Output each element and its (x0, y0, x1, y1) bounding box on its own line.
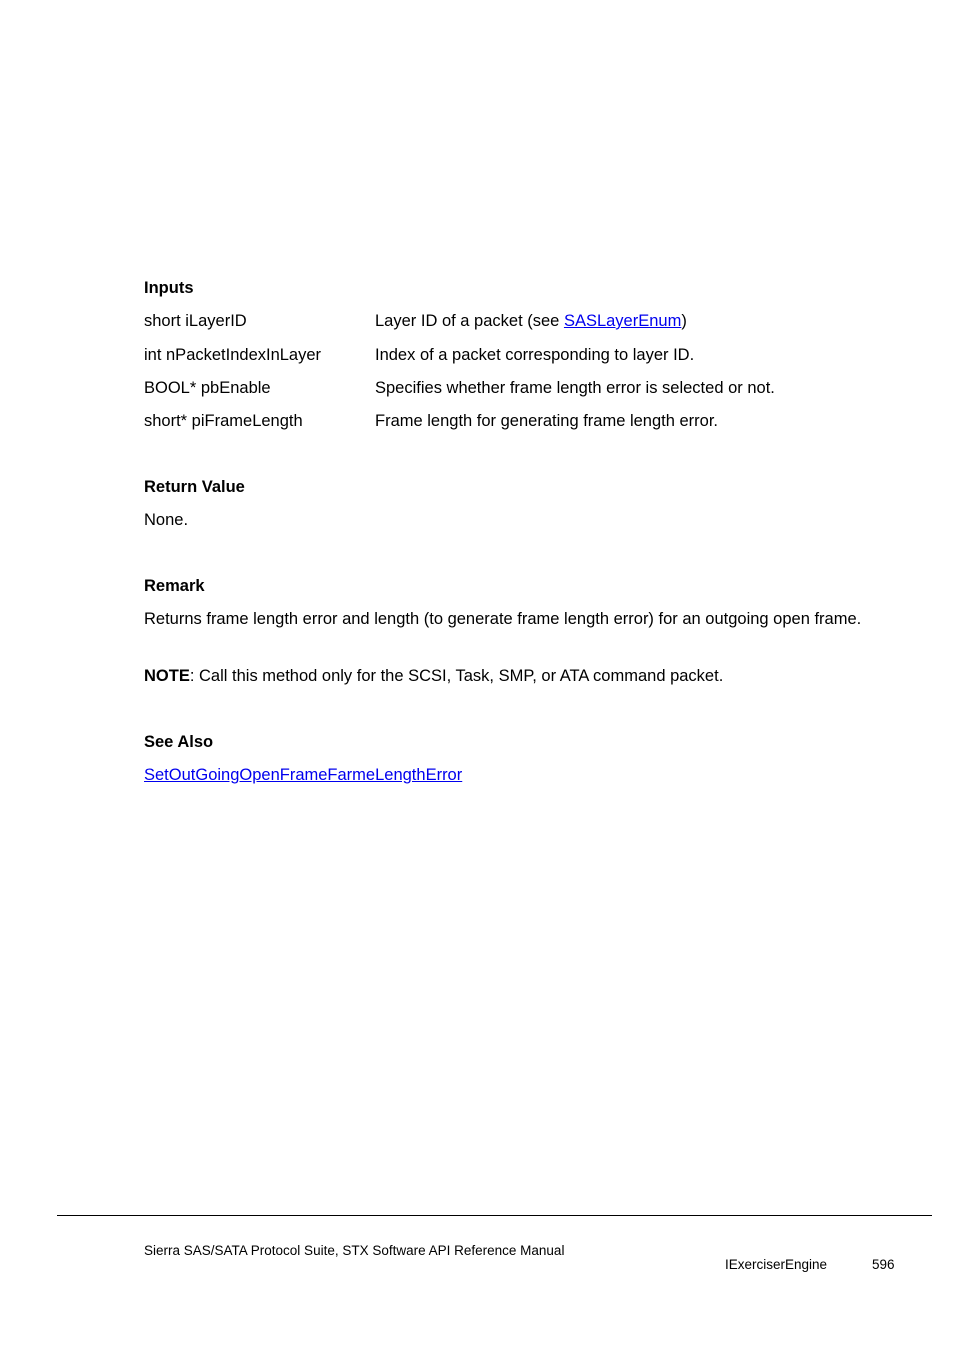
param-description: Specifies whether frame length error is selected or not. (375, 379, 775, 397)
note-label: NOTE (144, 667, 190, 685)
param-description (375, 312, 687, 331)
param-name: short iLayerID (144, 312, 247, 330)
remark-text: Returns frame length error and length (to generate frame length error) for an outgoing open frame. (144, 610, 862, 628)
saslayerenum-link[interactable]: SASLayerEnum (563, 312, 682, 330)
param-name: short* piFrameLength (144, 412, 303, 430)
see-also-heading: See Also (144, 733, 214, 751)
remark-heading: Remark (144, 577, 205, 595)
manual-title: Sierra SAS/SATA Protocol Suite, STX Software API Reference Manual (144, 1243, 565, 1258)
remark-note (144, 664, 884, 688)
section-name: IExerciserEngine (725, 1257, 828, 1272)
param-description: Index of a packet corresponding to layer ID. (375, 346, 695, 364)
param-name: BOOL* pbEnable (144, 379, 271, 397)
return-value-heading: Return Value (144, 478, 245, 496)
param-desc-suffix: ) (681, 312, 687, 330)
footer-divider (57, 1215, 932, 1216)
param-name: int nPacketIndexInLayer (144, 346, 322, 364)
return-value-text: None. (144, 511, 189, 529)
page-number: 596 (872, 1257, 895, 1272)
param-description: Frame length for generating frame length error. (375, 412, 719, 430)
param-desc-prefix: Layer ID of a packet (see (375, 312, 564, 330)
see-also-item (144, 766, 462, 785)
note-text: : Call this method only for the SCSI, Task, SMP, or ATA command packet. (189, 667, 724, 685)
inputs-heading: Inputs (144, 279, 194, 297)
see-also-link[interactable]: SetOutGoingOpenFrameFarmeLengthError (144, 766, 463, 784)
